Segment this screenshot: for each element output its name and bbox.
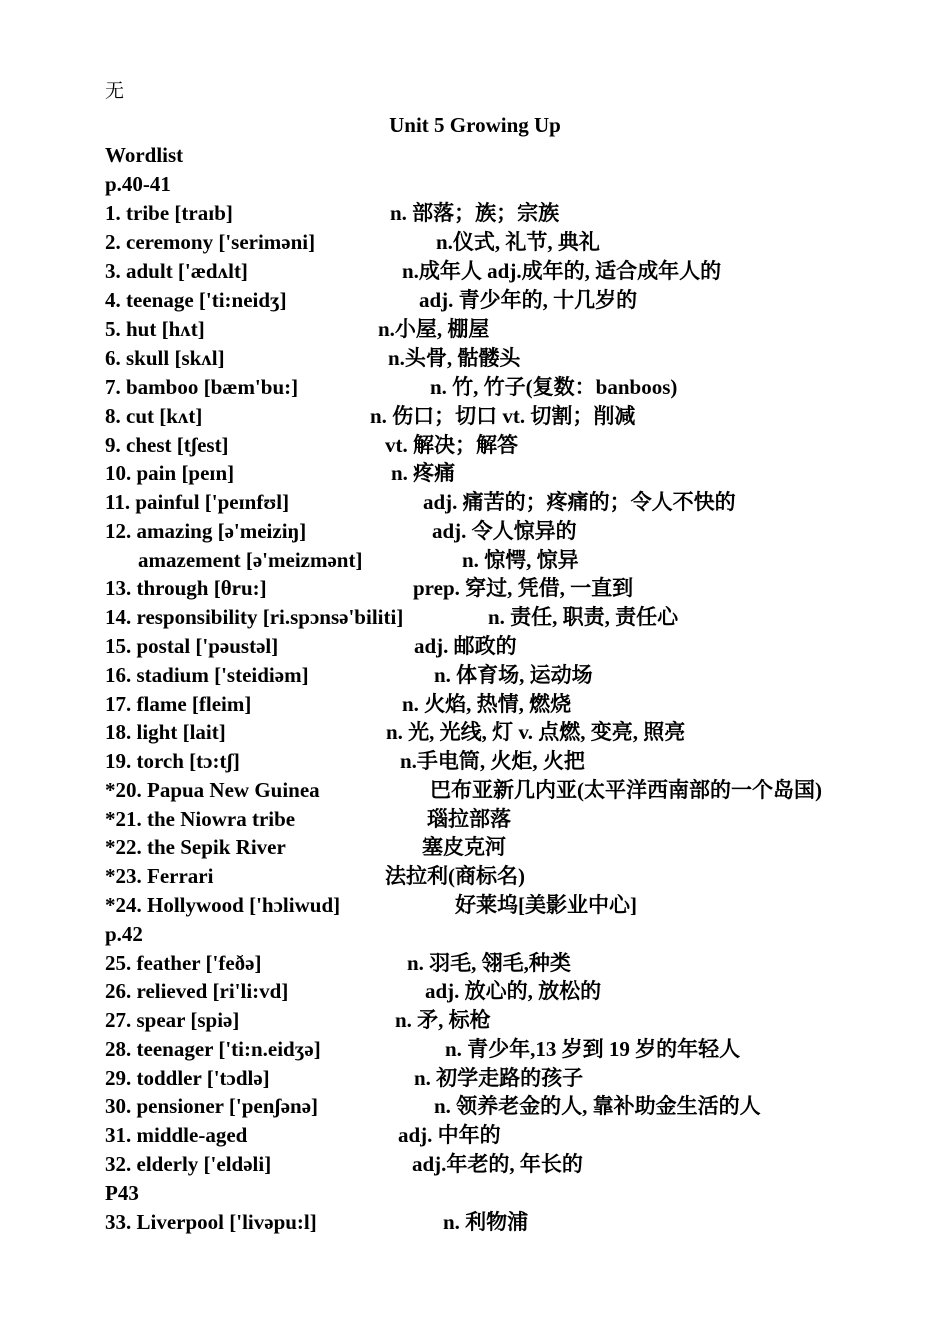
- entry-definition: n.小屋, 棚屋: [378, 317, 490, 341]
- top-note: 无: [105, 81, 125, 102]
- entry-term: 7. bamboo [bæm'bu:]: [105, 375, 299, 399]
- entry-definition: n. 利物浦: [443, 1210, 529, 1234]
- entry-term: P43: [105, 1181, 139, 1205]
- entry-term: 28. teenager ['ti:n.eidʒə]: [105, 1037, 321, 1061]
- entry-definition: n.手电筒, 火炬, 火把: [400, 749, 585, 773]
- word-entry: [0, 170, 950, 199]
- entry-definition: n. 部落；族；宗族: [390, 201, 560, 225]
- entry-term: 15. postal ['pəustəl]: [105, 634, 279, 658]
- entry-term: 31. middle-aged: [105, 1123, 248, 1147]
- word-entry: [0, 286, 950, 315]
- entry-term: 1. tribe [traɪb]: [105, 201, 233, 225]
- entry-term: *23. Ferrari: [105, 864, 214, 888]
- entry-definition: n. 火焰, 热情, 燃烧: [402, 692, 572, 716]
- word-entry: [0, 1064, 950, 1093]
- entry-term: 11. painful ['peɪnfʊl]: [105, 490, 290, 514]
- entry-definition: n. 责任, 职责, 责任心: [488, 605, 679, 629]
- entry-definition: adj.年老的, 年长的: [412, 1152, 583, 1176]
- entry-term: 16. stadium ['steidiəm]: [105, 663, 309, 687]
- entry-definition: n. 光, 光线, 灯 v. 点燃, 变亮, 照亮: [386, 720, 686, 744]
- entry-term: 8. cut [kʌt]: [105, 404, 203, 428]
- word-entry: [0, 257, 950, 286]
- entry-term: 5. hut [hʌt]: [105, 317, 205, 341]
- entry-definition: n. 惊愕, 惊异: [462, 548, 579, 572]
- entry-definition: n. 领养老金的人, 靠补助金生活的人: [434, 1094, 761, 1118]
- entry-term: 9. chest [tʃest]: [105, 433, 229, 457]
- entry-term: 3. adult ['ædʌlt]: [105, 259, 248, 283]
- word-entry: [0, 488, 950, 517]
- word-entry: [0, 776, 950, 805]
- word-entry: [0, 632, 950, 661]
- entry-term: 2. ceremony ['seriməni]: [105, 230, 316, 254]
- entry-definition: vt. 解决；解答: [385, 433, 518, 457]
- word-entry: [0, 199, 950, 228]
- entry-definition: n. 体育场, 运动场: [434, 663, 593, 687]
- word-entry: [0, 459, 950, 488]
- word-entry: [0, 1179, 950, 1208]
- word-entry: [0, 891, 950, 920]
- word-entry: [0, 833, 950, 862]
- entry-term: 27. spear [spiə]: [105, 1008, 240, 1032]
- word-entry: [0, 574, 950, 603]
- entry-term: *22. the Sepik River: [105, 835, 286, 859]
- word-entry: [0, 141, 950, 170]
- entry-definition: 瑙拉部落: [427, 807, 511, 831]
- entry-definition: adj. 放心的, 放松的: [425, 979, 602, 1003]
- entry-term: 10. pain [peɪn]: [105, 461, 235, 485]
- word-entry: [0, 977, 950, 1006]
- entry-definition: adj. 邮政的: [414, 634, 517, 658]
- entry-term: 6. skull [skʌl]: [105, 346, 225, 370]
- entry-term: Wordlist: [105, 143, 184, 167]
- entry-term: *20. Papua New Guinea: [105, 778, 320, 802]
- entry-definition: 法拉利(商标名): [385, 864, 525, 888]
- entry-term: *21. the Niowra tribe: [105, 807, 296, 831]
- entry-term: 25. feather ['feðə]: [105, 951, 262, 975]
- entry-term: 29. toddler ['tɔdlə]: [105, 1066, 270, 1090]
- entry-definition: n.仪式, 礼节, 典礼: [436, 230, 600, 254]
- word-entry: [0, 661, 950, 690]
- entry-definition: prep. 穿过, 凭借, 一直到: [413, 576, 634, 600]
- entry-definition: adj. 中年的: [398, 1123, 501, 1147]
- word-entry: [0, 747, 950, 776]
- word-entry: [0, 546, 950, 575]
- word-entry: [0, 517, 950, 546]
- word-entry: [0, 315, 950, 344]
- entry-definition: n.头骨, 骷髅头: [388, 346, 521, 370]
- word-entry: [0, 1208, 950, 1237]
- word-entry: [0, 718, 950, 747]
- word-entry: [0, 1035, 950, 1064]
- word-entry: [0, 1121, 950, 1150]
- entry-definition: n. 青少年,13 岁到 19 岁的年轻人: [445, 1037, 741, 1061]
- entry-definition: n. 伤口；切口 vt. 切割；削减: [370, 404, 636, 428]
- word-entry: [0, 431, 950, 460]
- entry-term: 4. teenage ['ti:neidʒ]: [105, 288, 287, 312]
- entry-term: 14. responsibility [ri.spɔnsə'biliti]: [105, 605, 404, 629]
- entry-term: 26. relieved [ri'li:vd]: [105, 979, 289, 1003]
- entry-term: 18. light [lait]: [105, 720, 226, 744]
- word-entry: [0, 402, 950, 431]
- entry-definition: 塞皮克河: [422, 835, 506, 859]
- unit-title: Unit 5 Growing Up: [389, 113, 561, 137]
- entry-definition: adj. 青少年的, 十几岁的: [419, 288, 638, 312]
- entry-term: 30. pensioner ['penʃənə]: [105, 1094, 319, 1118]
- entry-definition: n.成年人 adj.成年的, 适合成年人的: [402, 259, 722, 283]
- word-entry: [0, 862, 950, 891]
- entry-definition: 好莱坞[美影业中心]: [455, 893, 637, 917]
- entry-term: 13. through [θru:]: [105, 576, 267, 600]
- entry-definition: n. 矛, 标枪: [395, 1008, 491, 1032]
- word-entry: [0, 603, 950, 632]
- word-entry: [0, 1006, 950, 1035]
- entry-term: 32. elderly ['eldəli]: [105, 1152, 272, 1176]
- word-entry: [0, 949, 950, 978]
- word-entry: [0, 1092, 950, 1121]
- entry-term: p.42: [105, 922, 143, 946]
- word-entry: [0, 690, 950, 719]
- entry-definition: n. 疼痛: [391, 461, 456, 485]
- word-entry: [0, 1150, 950, 1179]
- entry-term: p.40-41: [105, 172, 171, 196]
- entry-definition: n. 竹, 竹子(复数：banboos): [430, 375, 678, 399]
- entry-term: amazement [ə'meizmənt]: [138, 548, 363, 572]
- entry-term: *24. Hollywood ['hɔliwud]: [105, 893, 341, 917]
- entry-term: 33. Liverpool ['livəpu:l]: [105, 1210, 317, 1234]
- entry-definition: n. 羽毛, 翎毛,种类: [407, 951, 571, 975]
- word-entry: [0, 373, 950, 402]
- entry-definition: adj. 痛苦的；疼痛的；令人不快的: [423, 490, 736, 514]
- entry-term: 19. torch [tɔ:tʃ]: [105, 749, 240, 773]
- entry-term: 17. flame [fleim]: [105, 692, 252, 716]
- word-entry: [0, 344, 950, 373]
- word-entry: [0, 805, 950, 834]
- word-entry: [0, 920, 950, 949]
- entry-term: 12. amazing [ə'meiziŋ]: [105, 519, 307, 543]
- entry-definition: adj. 令人惊异的: [432, 519, 577, 543]
- word-entry: [0, 228, 950, 257]
- entry-definition: 巴布亚新几内亚(太平洋西南部的一个岛国): [430, 778, 822, 802]
- entry-definition: n. 初学走路的孩子: [414, 1066, 584, 1090]
